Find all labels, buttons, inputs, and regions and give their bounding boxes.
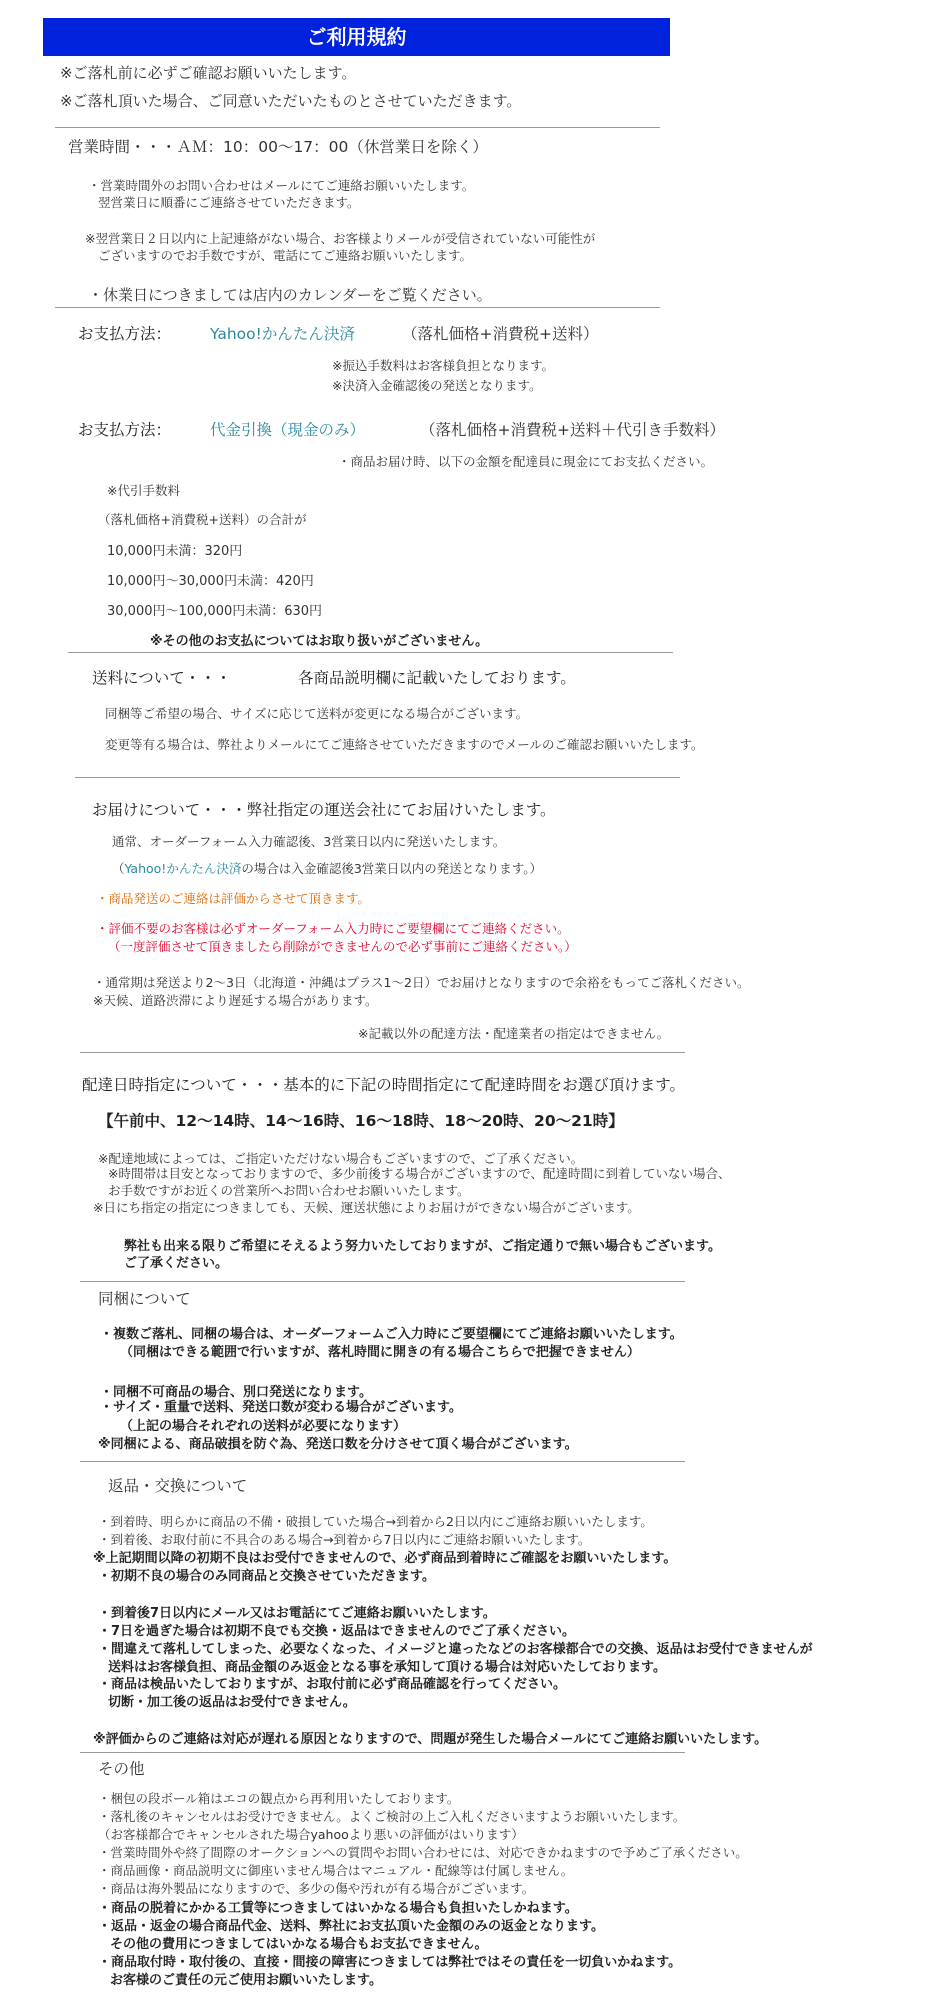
timeslot-bold: 弊社も出来る限りご希望にそえるよう努力いたしておりますが、ご指定通りで無い場合もございます。 xyxy=(124,1239,721,1254)
hours-note: ございますのでお手数ですが、電話にてご連絡お願いいたします。 xyxy=(98,248,473,263)
bundle-line: ・サイズ・重量で送料、発送口数が変わる場合がございます。 xyxy=(100,1400,462,1415)
hours-note: ・営業時間外のお問い合わせはメールにてご連絡お願いいたします。 xyxy=(88,178,475,193)
delivery-notice: ・商品発送のご連絡は評価からさせて頂きます。 xyxy=(96,891,371,906)
timeslot-bold: ご了承ください。 xyxy=(124,1256,229,1271)
bundle-line: （同梱はできる範囲で行いますが、落札時間に開きの有る場合こちらで把握できません） xyxy=(120,1345,640,1360)
timeslot-note: ※時間帯は目安となっておりますので、多少前後する場合がございますので、配達時間に到着していない場合、 xyxy=(108,1166,731,1181)
other-line: ・梱包の段ボール箱はエコの観点から再利用いたしております。 xyxy=(98,1791,460,1806)
delivery-note: ※記載以外の配達方法・配達業者の指定はできません。 xyxy=(358,1026,670,1041)
returns-line: ・到着後7日以内にメール又はお電話にてご連絡お願いいたします。 xyxy=(98,1606,496,1621)
other-line: ・商品取付時・取付後の、直接・間接の障害につきましては弊社ではその責任を一切負いかねます。 xyxy=(98,1955,682,1970)
fee-row: 10,000円〜30,000円未満：420円 xyxy=(107,574,314,589)
payment-label: お支払方法： xyxy=(78,325,172,343)
bundle-line: （上記の場合それぞれの送料が必要になります） xyxy=(120,1419,407,1434)
intro-line-1: ※ご落札前に必ずご確認お願いいたします。 xyxy=(60,64,357,82)
payment-method: Yahoo!かんたん決済 xyxy=(210,325,355,343)
other-line: その他の費用につきましてはいかなる場合もお支払できません。 xyxy=(110,1937,488,1952)
divider xyxy=(80,1752,685,1753)
timeslot-note: お手数ですがお近くの営業所へお問い合わせお願いいたします。 xyxy=(108,1183,470,1198)
hours-heading: 営業時間・・・ＡＭ：10：00〜17：00（休営業日を除く） xyxy=(68,138,488,156)
returns-line: ・初期不良の場合のみ同商品と交換させていただきます。 xyxy=(98,1569,435,1584)
returns-line: 切断・加工後の返品はお受付できません。 xyxy=(108,1695,356,1710)
timeslot-note: ※日にち指定の指定につきましても、天候、運送状態によりお届けができない場合がございます。 xyxy=(93,1200,640,1215)
payment-note: ※決済入金確認後の発送となります。 xyxy=(332,378,542,393)
timeslot-note: ※配達地域によっては、ご指定いただけない場合もございますので、ご了承ください。 xyxy=(98,1151,584,1166)
shipping-line: 変更等有る場合は、弊社よりメールにてご連絡させていただきますのでメールのご確認お願いいたします。 xyxy=(105,737,704,752)
payment-detail: （落札価格+消費税+送料） xyxy=(402,325,599,343)
payment-method: 代金引換（現金のみ） xyxy=(210,421,366,439)
payment-note: ・商品お届け時、以下の金額を配達員に現金にてお支払ください。 xyxy=(338,454,714,469)
returns-line: ・商品は検品いたしておりますが、お取付前に必ず商品確認を行ってください。 xyxy=(98,1677,567,1692)
delivery-line: ※天候、道路渋滞により遅延する場合があります。 xyxy=(93,993,378,1008)
shipping-line: 同梱等ご希望の場合、サイズに応じて送料が変更になる場合がございます。 xyxy=(105,706,529,721)
divider xyxy=(68,652,673,653)
other-line: （お客様都合でキャンセルされた場合yahooより悪いの評価がはいります） xyxy=(98,1827,524,1842)
bundle-line: ・複数ご落札、同梱の場合は、オーダーフォームご入力時にご要望欄にてご連絡お願いいたします。 xyxy=(100,1327,683,1342)
other-line: ・営業時間外や終了間際のオークションへの質問やお問い合わせには、対応できかねますので予めご了承ください。 xyxy=(98,1845,748,1860)
delivery-warning: ・評価不要のお客様は必ずオーダーフォーム入力時にご要望欄にてご連絡ください。 xyxy=(96,921,570,936)
page-title: ご利用規約 xyxy=(43,18,670,56)
delivery-line: ・通常期は発送より2〜3日（北海道・沖縄はプラス1〜2日）でお届けとなりますので余裕をもってご落札ください。 xyxy=(93,975,750,990)
payment-label: お支払方法： xyxy=(78,421,172,439)
returns-line: ※評価からのご連絡は対応が遅れる原因となりますので、問題が発生した場合メールにてご連絡お願いいたします。 xyxy=(93,1732,768,1747)
returns-line: 送料はお客様負担、商品金額のみ返金となる事を承知して頂ける場合は対応いたしております。 xyxy=(108,1660,666,1675)
returns-line: ・到着時、明らかに商品の不備・破損していた場合→到着から2日以内にご連絡お願いいたします。 xyxy=(98,1514,653,1529)
hours-note: 翌営業日に順番にご連絡させていただきます。 xyxy=(98,195,360,210)
shipping-heading: 送料について・・・ xyxy=(92,669,232,687)
returns-heading: 返品・交換について xyxy=(108,1477,248,1495)
intro-line-2: ※ご落札頂いた場合、ご同意いただいたものとさせていただきます。 xyxy=(60,92,522,110)
fee-title: ※代引手数料 xyxy=(107,483,180,498)
holiday-note: ・休業日につきましては店内のカレンダーをご覧ください。 xyxy=(88,286,492,304)
payment-other: ※その他のお支払についてはお取り扱いがございません。 xyxy=(150,634,489,649)
payment-detail: （落札価格+消費税+送料＋代引き手数料） xyxy=(420,421,725,439)
other-line: ・商品画像・商品説明文に御座いません場合はマニュアル・配線等は付属しません。 xyxy=(98,1863,574,1878)
divider xyxy=(80,1281,685,1282)
returns-line: ・7日を過ぎた場合は初期不良でも交換・返品はできませんのでご了承ください。 xyxy=(98,1624,576,1639)
returns-line: ・到着後、お取付前に不具合のある場合→到着から7日以内にご連絡お願いいたします。 xyxy=(98,1532,591,1547)
divider xyxy=(55,307,660,308)
fee-sum: （落札価格+消費税+送料）の合計が xyxy=(98,512,307,527)
payment-note: ※振込手数料はお客様負担となります。 xyxy=(332,358,554,373)
delivery-line: 通常、オーダーフォーム入力確認後、3営業日以内に発送いたします。 xyxy=(112,834,506,849)
delivery-warning: （一度評価させて頂きましたら削除ができませんので必ず事前にご連絡ください。） xyxy=(108,939,577,954)
hours-note: ※翌営業日２日以内に上記連絡がない場合、お客様よりメールが受信されていない可能性が xyxy=(85,231,596,246)
divider xyxy=(80,1052,685,1053)
divider xyxy=(80,1461,685,1462)
other-heading: その他 xyxy=(98,1760,145,1778)
fee-row: 10,000円未満：320円 xyxy=(107,544,243,559)
other-line: お客様のご責任の元ご使用お願いいたします。 xyxy=(110,1973,382,1988)
timeslot-options: 【午前中、12〜14時、14〜16時、16〜18時、18〜20時、20〜21時】 xyxy=(98,1112,624,1130)
bundle-line: ・同梱不可商品の場合、別口発送になります。 xyxy=(100,1385,372,1400)
fee-row: 30,000円〜100,000円未満：630円 xyxy=(107,604,323,619)
bundle-line: ※同梱による、商品破損を防ぐ為、発送口数を分けさせて頂く場合がございます。 xyxy=(98,1437,578,1452)
other-line: ・返品・返金の場合商品代金、送料、弊社にお支払頂いた金額のみの返金となります。 xyxy=(98,1919,604,1934)
shipping-heading-detail: 各商品説明欄に記載いたしております。 xyxy=(298,669,576,687)
divider xyxy=(55,127,660,128)
timeslot-heading: 配達日時指定について・・・基本的に下記の時間指定にて配達時間をお選び頂けます。 xyxy=(82,1076,685,1094)
delivery-heading: お届けについて・・・弊社指定の運送会社にてお届けいたします。 xyxy=(92,801,556,819)
bundle-heading: 同梱について xyxy=(98,1290,191,1308)
other-line: ・落札後のキャンセルはお受けできません。よくご検討の上ご入札くださいますようお願いいたします。 xyxy=(98,1809,686,1824)
delivery-line: （Yahoo!かんたん決済の場合は入金確認後3営業日以内の発送となります。） xyxy=(112,861,543,876)
other-line: ・商品は海外製品になりますので、多少の傷や汚れが有る場合がございます。 xyxy=(98,1881,535,1896)
returns-line: ・間違えて落札してしまった、必要なくなった、イメージと違ったなどのお客様都合での交換、返品はお受付できませんが xyxy=(98,1642,813,1657)
returns-line: ※上記期間以降の初期不良はお受付できませんので、必ず商品到着時にご確認をお願いいたします。 xyxy=(93,1551,677,1566)
divider xyxy=(75,777,680,778)
other-line: ・商品の脱着にかかる工賃等につきましてはいかなる場合も負担いたしかねます。 xyxy=(98,1901,578,1916)
